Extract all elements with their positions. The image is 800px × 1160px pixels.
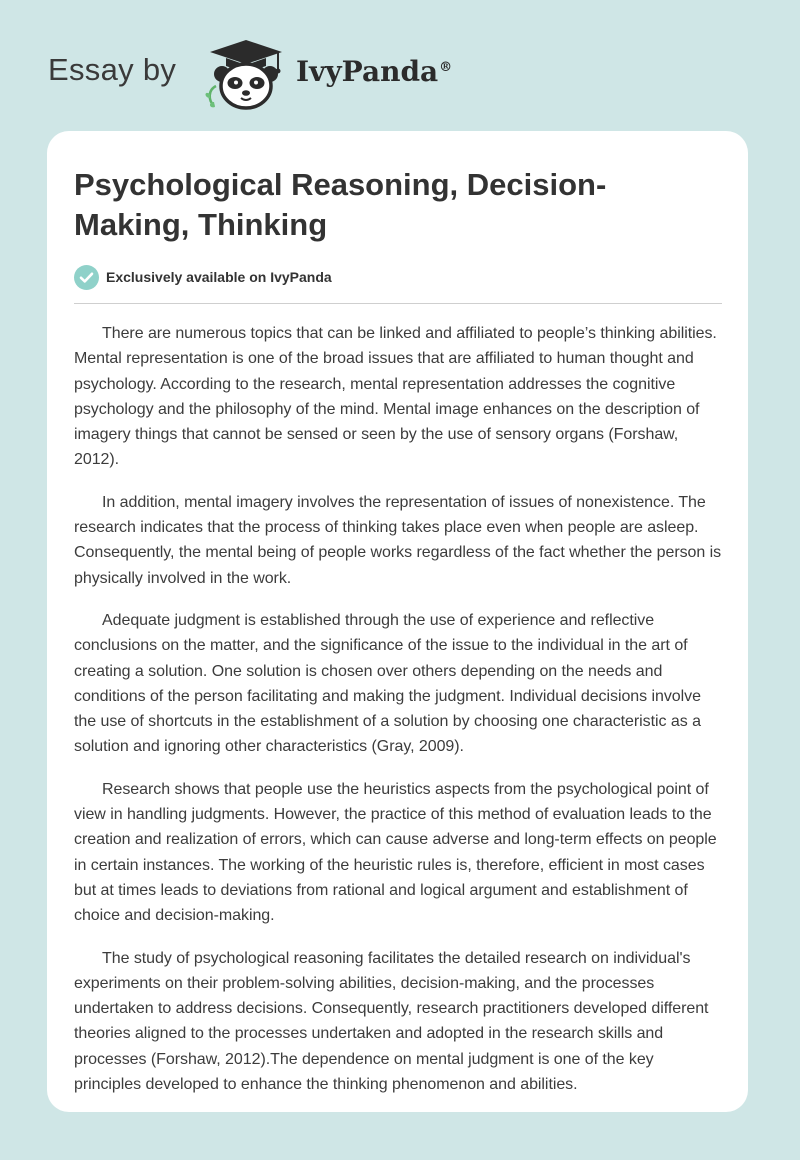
- brand-name: IvyPanda®: [296, 55, 453, 88]
- registered-mark: ®: [439, 59, 453, 75]
- essay-body: [74, 321, 724, 1114]
- essay-paragraph: Adequate judgment is established through the use of experience and reflective conclusions on the matter, and the significance of the issue to the individual in the art of creating a solution. One solution is chosen over others depending on the needs and conditions of the person facilitating and making the judgment. Individual decisions involve the use of shortcuts in the establishment of a solution by choosing one characteristic as a solution and ignoring other characteristics (Gray, 2009).: [74, 611, 701, 756]
- brand-prefix: Essay by: [48, 52, 177, 87]
- badge-label: Exclusively available on IvyPanda: [106, 269, 332, 285]
- essay-paragraph: Research shows that people use the heuristics aspects from the psychological point of view in handling judgments. However, the practice of this method of evaluation leads to the creation and realization of errors, which can cause adverse and long-term effects on people in certain instances. The working of the heuristic rules is, therefore, efficient in most cases but at times leads to deviations from rational and logical argument and establishment of choice and decision-making.: [74, 780, 717, 925]
- site-header: [0, 0, 800, 130]
- exclusive-badge: [74, 264, 332, 290]
- check-circle-icon: [74, 265, 99, 290]
- essay-card: [47, 131, 748, 1112]
- divider: [74, 303, 722, 304]
- ivypanda-logo-icon[interactable]: [200, 36, 292, 110]
- essay-paragraph: The study of psychological reasoning facilitates the detailed research on individual's experiments on their problem-solving abilities, decision-making, and the processes undertaken to address decisions. Consequently, research practitioners developed different theories aligned to the processes undertaken and adopted in the research skills and processes (Forshaw, 2012).The dependence on mental judgment is one of the key principles developed to enhance the thinking phenomenon and abilities.: [74, 949, 709, 1094]
- essay-paragraph: There are numerous topics that can be linked and affiliated to people’s thinking abilities. Mental representation is one of the broad issues that are affiliated to human thought and psychology. According to the research, mental representation addresses the cognitive psychology and the philosophy of the mind. Mental image enhances on the description of imagery things that cannot be sensed or seen by the use of sensory organs (Forshaw, 2012).: [74, 325, 717, 469]
- essay-paragraph: In addition, mental imagery involves the representation of issues of nonexistence. The research indicates that the process of thinking takes place even when people are asleep. Consequently, the mental being of people works regardless of the fact whether the person is physically involved in the work.: [74, 493, 722, 587]
- essay-title: Psychological Reasoning, Decision-Making, Thinking: [74, 167, 607, 242]
